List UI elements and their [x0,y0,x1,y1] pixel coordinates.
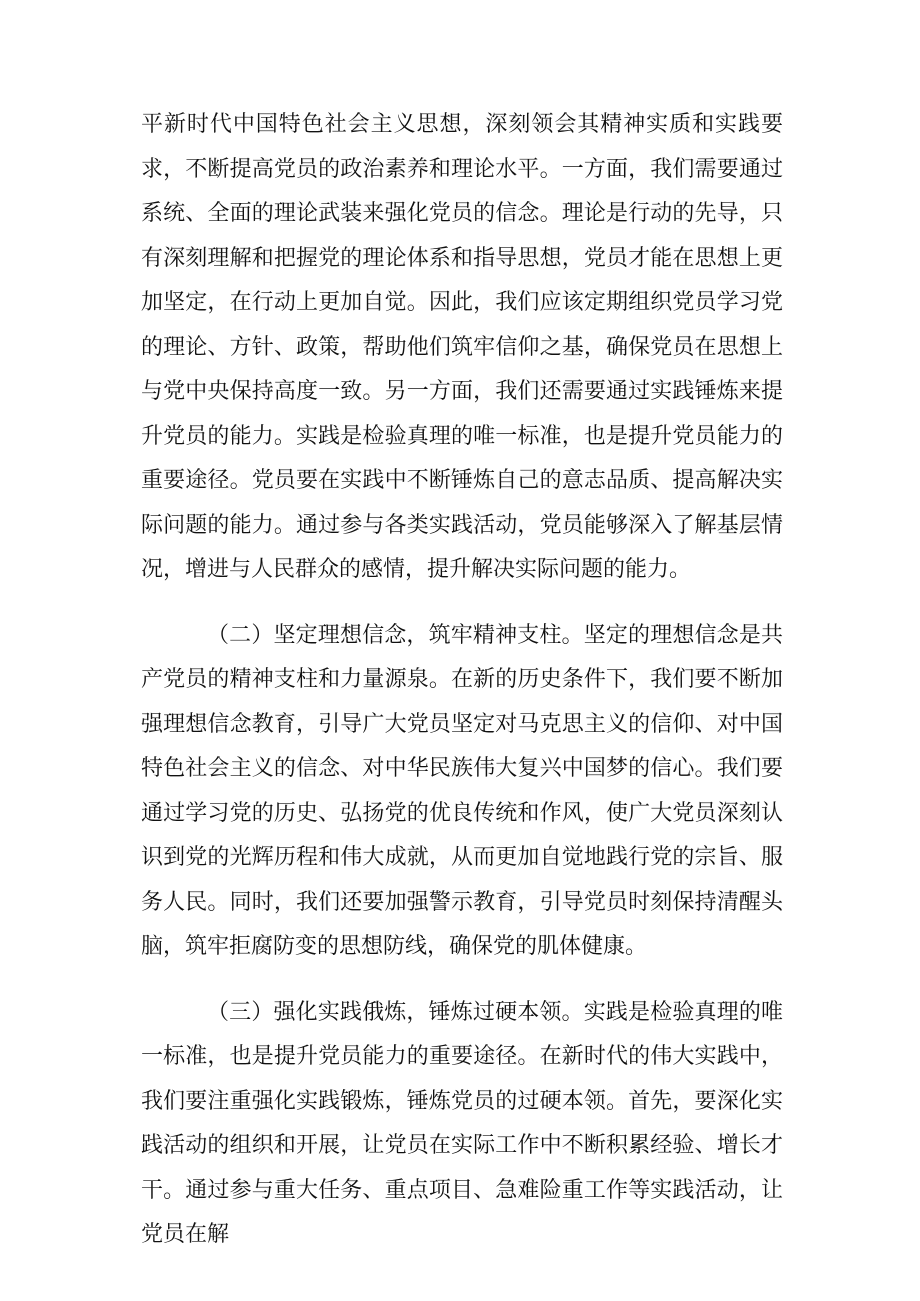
paragraph-section-2: （二）坚定理想信念，筑牢精神支柱。坚定的理想信念是共产党员的精神支柱和力量源泉。在新的历史条件下，我们要不断加强理想信念教育，引导广大党员坚定对马克思主义的信仰、对中国特色社会主义的信念、对中华民族伟大复兴中国梦的信心。我们要通过学习党的历史、弘扬党的优良传统和作风，使广大党员深刻认识到党的光辉历程和伟大成就，从而更加自觉地践行党的宗旨、服务人民。同时，我们还要加强警示教育，引导党员时刻保持清醒头脑，筑牢拒腐防变的思想防线，确保党的肌体健康。 [141,622,783,959]
paragraph-continuation: 平新时代中国特色社会主义思想，深刻领会其精神实质和实践要求，不断提高党员的政治素养和理论水平。一方面，我们需要通过系统、全面的理论武装来强化党员的信念。理论是行动的先导，只有深刻理解和把握党的理论体系和指导思想，党员才能在思想上更加坚定，在行动上更加自觉。因此，我们应该定期组织党员学习党的理论、方针、政策，帮助他们筑牢信仰之基，确保党员在思想上与党中央保持高度一致。另一方面，我们还需要通过实践锤炼来提升党员的能力。实践是检验真理的唯一标准，也是提升党员能力的重要途径。党员要在实践中不断锤炼自己的意志品质、提高解决实际问题的能力。通过参与各类实践活动，党员能够深入了解基层情况，增进与人民群众的感情，提升解决实际问题的能力。 [141,112,783,582]
document-body [141,103,783,1258]
paragraph-section-3: （三）强化实践俄炼，锤炼过硬本领。实践是检验真理的唯一标准，也是提升党员能力的重要途径。在新时代的伟大实践中，我们要注重强化实践锻炼，锤炼党员的过硬本领。首先，要深化实践活动的组织和开展，让党员在实际工作中不断积累经验、增长才干。通过参与重大任务、重点项目、急难险重工作等实践活动，让党员在解 [141,999,783,1247]
